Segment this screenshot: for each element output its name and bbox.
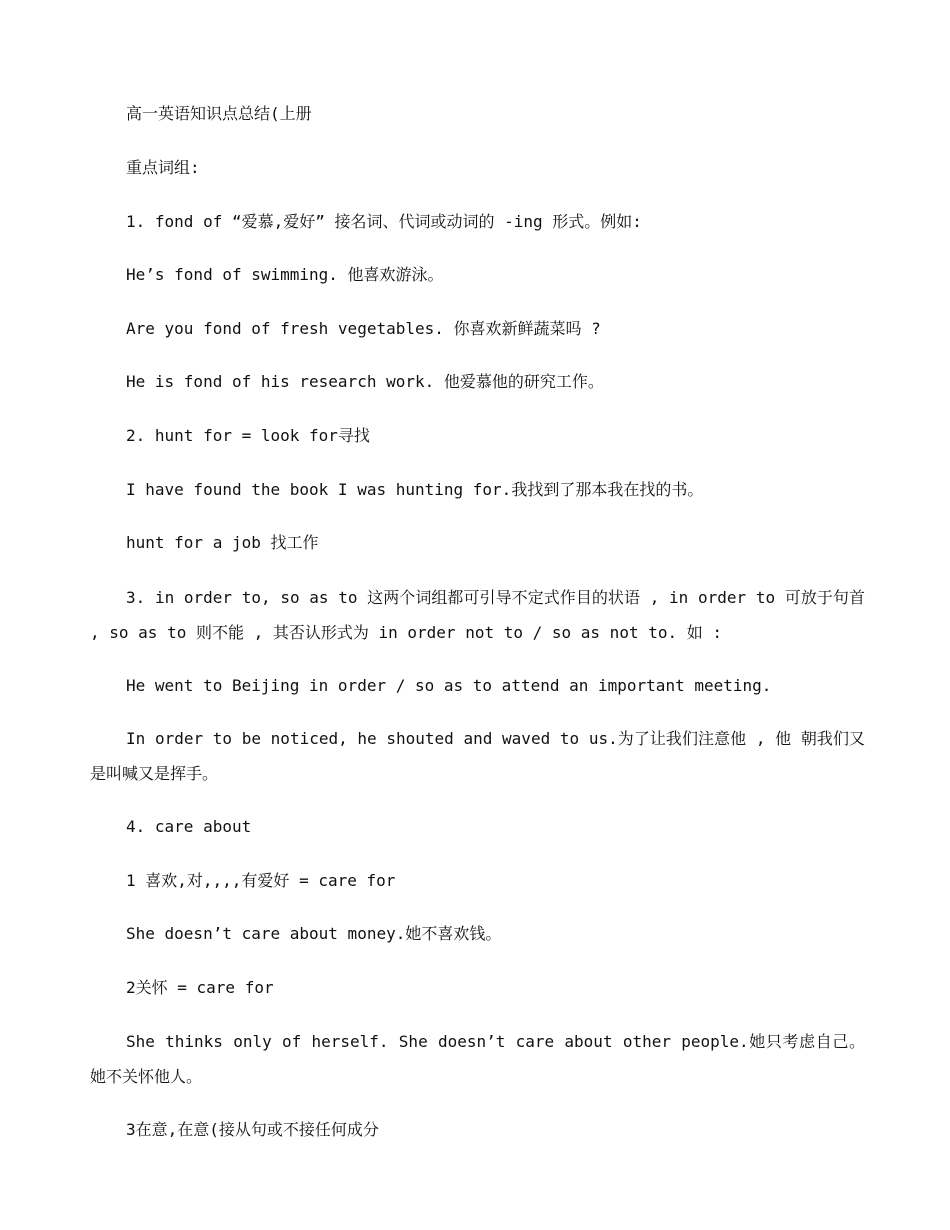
example-sentence: He’s fond of swimming. 他喜欢游泳。 (126, 265, 444, 284)
item-heading-hunt-for: 2. hunt for = look for寻找 (126, 426, 370, 445)
item-heading-fond-of: 1. fond of “爱慕,爱好” 接名词、代词或动词的 -ing 形式。例如: (126, 212, 642, 231)
example-sentence: Are you fond of fresh vegetables. 你喜欢新鲜蔬菜吗 ? (126, 319, 601, 338)
example-sentence: He went to Beijing in order / so as to attend an important meeting. (126, 676, 772, 695)
item-paragraph-in-order-to: 3. in order to, so as to 这两个词组都可引导不定式作目的状语 , in order to 可放于句首 , so as to 则不能 , 其否认形式为 in order not to / so as not to. 如 : (90, 588, 865, 642)
example-sentence: She doesn’t care about money.她不喜欢钱。 (126, 924, 502, 943)
sub-meaning: 2关怀 = care for (126, 978, 274, 997)
sub-meaning: 1 喜欢,对,,,,有爱好 = care for (126, 871, 396, 890)
example-sentence: He is fond of his research work. 他爱慕他的研究工作。 (126, 372, 604, 391)
sub-meaning: 3在意,在意(接从句或不接任何成分 (126, 1120, 379, 1139)
section-heading: 重点词组: (126, 158, 200, 177)
example-sentence: I have found the book I was hunting for.我找到了那本我在找的书。 (126, 480, 704, 499)
example-paragraph: In order to be noticed, he shouted and waved to us.为了让我们注意他 , 他 朝我们又是叫喊又是挥手。 (90, 729, 865, 783)
item-heading-care-about: 4. care about (126, 817, 252, 836)
example-phrase: hunt for a job 找工作 (126, 533, 319, 552)
document-title: 高一英语知识点总结(上册 (126, 104, 312, 123)
example-paragraph: She thinks only of herself. She doesn’t care about other people.她只考虑自己。她不关怀他人。 (90, 1032, 865, 1086)
